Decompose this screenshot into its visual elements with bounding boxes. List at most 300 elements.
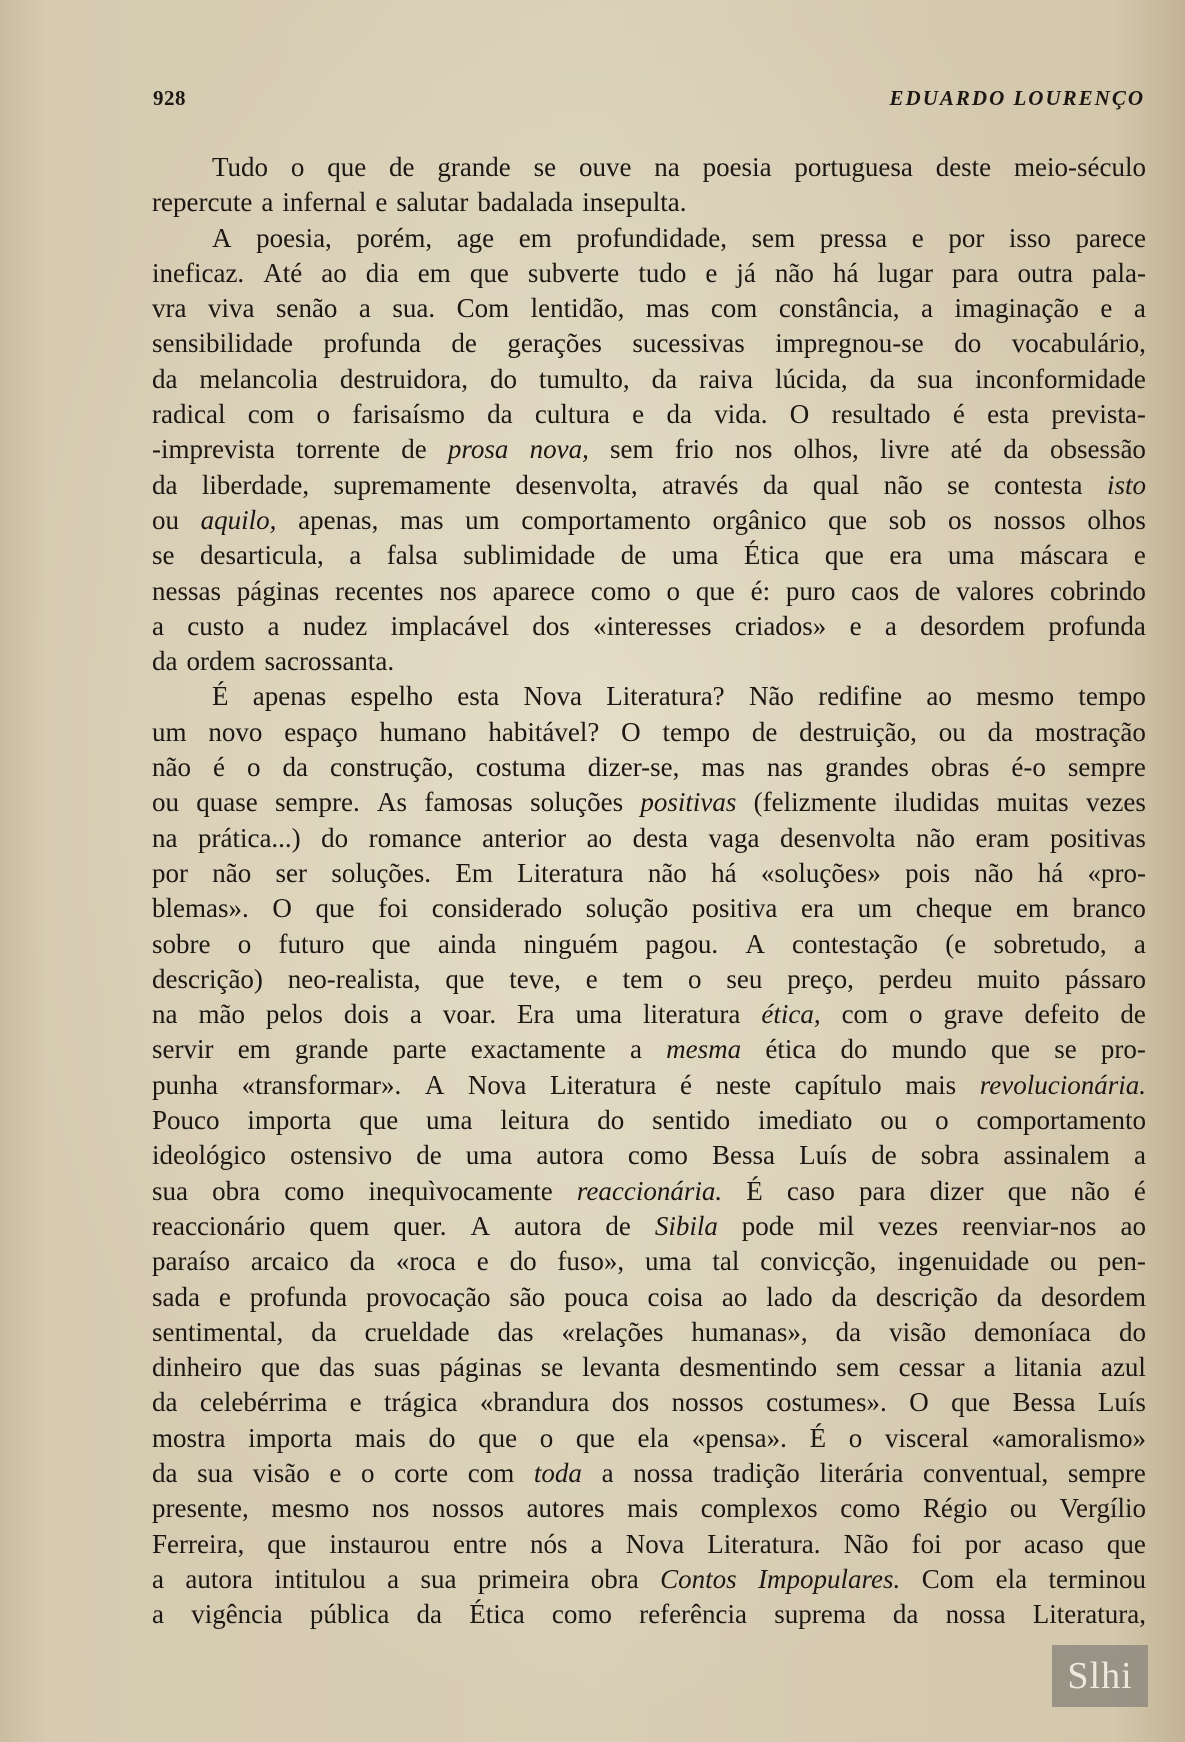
word: por: [964, 1528, 1001, 1559]
word: mesma: [666, 1034, 742, 1065]
word: e: [1100, 293, 1113, 324]
text-line: [152, 397, 1146, 432]
word: do: [428, 1422, 456, 1453]
word: mais: [627, 1493, 679, 1524]
text-line: [152, 1244, 1146, 1279]
word: grave: [943, 999, 1004, 1030]
word: e: [705, 257, 718, 288]
word: parece: [1075, 222, 1146, 253]
word: solução: [585, 893, 669, 924]
word: do: [840, 1034, 868, 1065]
word: aquilo,: [200, 504, 277, 535]
word: provocação: [366, 1281, 491, 1312]
word: da: [869, 363, 896, 394]
word: não: [1070, 1175, 1110, 1206]
word: cessar: [898, 1352, 965, 1383]
word: na: [654, 152, 680, 182]
word: age: [456, 222, 495, 253]
word: pública: [309, 1599, 390, 1630]
word: ser: [275, 857, 308, 888]
word: «relações: [561, 1316, 664, 1347]
word: que: [991, 1034, 1030, 1065]
word: a: [921, 293, 933, 324]
word: instaurou: [329, 1528, 430, 1559]
word: não: [152, 752, 191, 783]
text-line: [152, 785, 1146, 820]
word: da: [651, 363, 678, 394]
word: construção,: [330, 752, 454, 783]
word: supremamente: [333, 469, 491, 500]
word: grande: [294, 1034, 369, 1065]
word: capítulo: [794, 1069, 882, 1100]
word: reaccionário: [152, 1210, 286, 1241]
word: poesia: [702, 152, 772, 182]
word: desordem: [1041, 1281, 1146, 1312]
word: comportamento: [521, 504, 691, 535]
word: se: [540, 1352, 564, 1383]
word: Era: [517, 999, 555, 1030]
word: punha: [152, 1069, 218, 1100]
word: nudez: [302, 610, 368, 641]
word: para: [951, 257, 999, 288]
text-line: [152, 1350, 1146, 1385]
word: e: [375, 187, 388, 218]
word: a: [884, 610, 897, 641]
word: sempre: [1067, 752, 1146, 783]
word: cheque: [915, 893, 993, 924]
word: convicção,: [760, 1246, 877, 1277]
word: da: [666, 399, 692, 430]
word: da: [152, 1457, 178, 1488]
word: contesta: [994, 469, 1083, 500]
word: desenvolta: [780, 822, 896, 853]
word: farisaísmo: [352, 399, 465, 430]
word: de: [1120, 999, 1146, 1030]
word: imediato: [757, 1105, 853, 1136]
text-line: [152, 679, 1146, 714]
word: quase: [196, 787, 258, 818]
word: pala-: [1091, 257, 1146, 288]
word: servir: [152, 1034, 214, 1065]
word: primeira: [477, 1563, 570, 1594]
word: sem: [751, 222, 796, 253]
word: eram: [975, 822, 1030, 853]
text-line: [152, 256, 1146, 291]
word: em: [1015, 893, 1049, 924]
word: falsa: [386, 540, 438, 571]
word: a: [267, 610, 280, 641]
word: (felizmente: [753, 787, 877, 818]
word: é: [680, 1069, 692, 1100]
word: tempo: [662, 716, 730, 747]
word: ou: [1050, 1246, 1078, 1277]
word: a: [1133, 928, 1146, 959]
text-line: [152, 1103, 1146, 1138]
word: ainda: [437, 928, 497, 959]
word: pen-: [1097, 1246, 1146, 1277]
word: literatura: [642, 999, 741, 1030]
word: autora: [185, 1563, 253, 1594]
word: pode: [741, 1210, 795, 1241]
library-stamp-logo: [1052, 1645, 1148, 1707]
word: a: [1133, 293, 1146, 324]
word: ética: [765, 1034, 817, 1065]
word: e: [585, 963, 598, 994]
word: sensibilidade: [152, 328, 293, 359]
word: coisa: [647, 1281, 703, 1312]
word: sua: [152, 1175, 188, 1206]
text-line: [152, 1527, 1146, 1562]
word: imaginação: [954, 293, 1079, 324]
word: revolucionária.: [979, 1069, 1146, 1100]
word: é-o: [1011, 752, 1046, 783]
text-line: [152, 150, 1146, 185]
word: blemas».: [152, 893, 249, 924]
word: apenas: [252, 681, 327, 712]
text-line: [152, 1456, 1146, 1491]
word: inequìvocamente: [368, 1175, 553, 1206]
word: corte: [394, 1457, 449, 1488]
word: tal: [712, 1246, 740, 1277]
word: lugar: [877, 257, 933, 288]
word: raiva: [699, 363, 753, 394]
word: A: [470, 1210, 491, 1241]
word: espaço: [284, 716, 358, 747]
word: sob: [888, 504, 927, 535]
word: desordem: [920, 610, 1026, 641]
word: seu: [726, 963, 763, 994]
word: Tudo: [212, 152, 269, 182]
word: e: [329, 1457, 342, 1488]
word: defeito: [1024, 999, 1100, 1030]
word: e: [349, 1387, 362, 1418]
word: subverte: [527, 257, 620, 288]
text-line: [152, 1138, 1146, 1173]
word: ou: [152, 787, 179, 818]
word: A: [424, 1069, 445, 1100]
word: tem: [622, 963, 664, 994]
word: não: [774, 257, 814, 288]
word: sublimidade: [463, 540, 596, 571]
word: ineficaz.: [152, 257, 245, 288]
word: o: [247, 752, 261, 783]
word: pagou.: [645, 928, 719, 959]
word: da: [152, 1387, 178, 1418]
word: de: [451, 328, 477, 359]
word: da: [282, 752, 308, 783]
word: autora: [536, 1140, 604, 1171]
word: a: [409, 999, 422, 1030]
word: que: [327, 152, 367, 182]
word: a: [152, 610, 164, 641]
word: uma: [671, 540, 719, 571]
word: de: [401, 434, 427, 465]
word: mostração: [1034, 716, 1146, 747]
word: de: [605, 1210, 631, 1241]
word: que: [951, 1387, 991, 1418]
word: é: [952, 399, 965, 430]
word: esta: [987, 399, 1030, 430]
text-line: [152, 1032, 1146, 1067]
word: com: [841, 999, 889, 1030]
word: por: [152, 857, 188, 888]
word: poesia,: [256, 222, 332, 253]
word: o: [848, 1422, 863, 1453]
word: pássaro: [1064, 963, 1146, 994]
word: humano: [379, 716, 467, 747]
word: É: [809, 1422, 827, 1453]
word: ela: [995, 1563, 1028, 1594]
word: voar.: [442, 999, 497, 1030]
text-line: [152, 1597, 1146, 1632]
word: mas: [701, 752, 745, 783]
text-line: [152, 291, 1146, 326]
word: Régio: [922, 1493, 988, 1524]
word: aparece: [492, 575, 575, 606]
text-line: [152, 1385, 1146, 1420]
word: recentes: [335, 575, 424, 606]
word: paraíso: [152, 1246, 230, 1277]
word: comportamento: [976, 1105, 1146, 1136]
word: reenviar-nos: [962, 1210, 1097, 1241]
word: é: [1133, 1175, 1146, 1206]
word: azul: [1100, 1352, 1146, 1383]
word: Vergílio: [1059, 1493, 1146, 1524]
text-line: [152, 362, 1146, 397]
word: a: [152, 1563, 164, 1594]
word: que: [315, 893, 355, 924]
word: importa: [248, 1422, 333, 1453]
word: leitura: [500, 1105, 570, 1136]
word: na: [152, 999, 178, 1030]
word: valores: [956, 575, 1035, 606]
word: costumes».: [766, 1387, 887, 1418]
word: O: [909, 1387, 929, 1418]
word: As: [377, 787, 408, 818]
word: Literatura?: [606, 681, 725, 712]
word: da: [487, 399, 513, 430]
word: desta: [632, 822, 689, 853]
word: que: [575, 1422, 615, 1453]
word: ou: [1009, 1493, 1037, 1524]
word: já: [736, 257, 756, 288]
text-line: [152, 1068, 1146, 1103]
text-line: [152, 538, 1146, 573]
word: importa: [247, 1105, 332, 1136]
word: frio: [674, 434, 714, 465]
word: assinalem: [1003, 1140, 1110, 1171]
stamp-text: Slhi: [1067, 1655, 1133, 1697]
word: é: [213, 752, 225, 783]
word: obras: [930, 752, 990, 783]
word: liberdade,: [201, 469, 310, 500]
word: nessas: [152, 575, 221, 606]
word: mão: [198, 999, 245, 1030]
word: uma: [645, 1246, 692, 1277]
word: «brandura: [479, 1387, 590, 1418]
word: Literatura: [549, 1069, 657, 1100]
word: destruidora,: [339, 363, 469, 394]
text-line: [152, 1315, 1146, 1350]
word: com: [247, 399, 295, 430]
word: a: [983, 1352, 996, 1383]
word: do: [321, 822, 349, 853]
text-line: [152, 609, 1146, 644]
word: desmentindo: [679, 1352, 818, 1383]
word: que: [359, 1105, 399, 1136]
word: para: [859, 1175, 906, 1206]
word: novo: [208, 716, 263, 747]
word: apenas,: [298, 504, 379, 535]
word: porém,: [356, 222, 433, 253]
word: teve,: [509, 963, 561, 994]
word: sem: [610, 434, 654, 465]
word: ou: [152, 504, 179, 535]
word: dos: [611, 1387, 650, 1418]
word: criados»: [734, 610, 827, 641]
word: a: [387, 1563, 400, 1594]
word: sentido: [652, 1105, 731, 1136]
word: caso: [786, 1175, 835, 1206]
word: nossos: [671, 1387, 744, 1418]
word: positivas: [640, 787, 737, 818]
word: ostensivo: [290, 1140, 393, 1171]
word: de: [751, 716, 778, 747]
word: isso: [1008, 222, 1051, 253]
word: nossos: [431, 1493, 504, 1524]
word: como: [590, 575, 651, 606]
word: ao: [926, 681, 952, 712]
word: É: [746, 1175, 763, 1206]
word: vigência: [191, 1599, 283, 1630]
word: Literatura,: [1032, 1599, 1146, 1630]
word: neste: [715, 1069, 772, 1100]
word: da: [1003, 434, 1029, 465]
word: que: [824, 540, 864, 571]
word: de: [620, 540, 647, 571]
word: que: [260, 1352, 300, 1383]
word: que: [1007, 1175, 1047, 1206]
text-line: [152, 185, 1146, 220]
word: nos: [371, 1493, 410, 1524]
word: desarticula,: [200, 540, 324, 571]
word: vra: [152, 293, 187, 324]
word: mostra: [152, 1422, 226, 1453]
word: «pro-: [1087, 857, 1146, 888]
word: referência: [639, 1599, 748, 1630]
word: «roca: [395, 1246, 456, 1277]
word: sucessivas: [632, 328, 745, 359]
word: até: [950, 434, 983, 465]
word: lúcida,: [774, 363, 848, 394]
word: vezes: [1085, 787, 1146, 818]
word: salutar: [396, 187, 469, 218]
word: com: [467, 1457, 515, 1488]
word: a: [152, 1599, 164, 1630]
word: foi: [911, 1528, 942, 1559]
word: redifine: [818, 681, 903, 712]
word: sada: [152, 1281, 200, 1312]
word: ela: [637, 1422, 670, 1453]
word: custo: [187, 610, 245, 641]
word: livre: [879, 434, 930, 465]
word: profundidade,: [576, 222, 728, 253]
word: Até: [263, 257, 303, 288]
word: Ética: [469, 1599, 525, 1630]
word: vaga: [708, 822, 760, 853]
word: anterior: [482, 822, 567, 853]
word: «pensa».: [691, 1422, 787, 1453]
word: vocabulário,: [1011, 328, 1146, 359]
word: não: [212, 857, 252, 888]
word: do: [1118, 1316, 1146, 1347]
word: de: [871, 1140, 897, 1171]
word: habitável?: [488, 716, 600, 747]
word: mas: [400, 504, 444, 535]
word: perdeu: [878, 963, 953, 994]
text-line: [152, 468, 1146, 503]
word: ao: [1120, 1210, 1146, 1241]
word: uma: [947, 540, 995, 571]
word: ideológico: [152, 1140, 266, 1171]
word: Bessa: [712, 1140, 776, 1171]
word: Bessa: [1012, 1387, 1076, 1418]
word: grande: [437, 152, 511, 182]
word: deste: [935, 152, 992, 182]
word: o: [290, 152, 305, 182]
text-line: [152, 644, 1146, 679]
word: não: [974, 857, 1014, 888]
word: resultado: [831, 399, 931, 430]
word: que: [1106, 1528, 1146, 1559]
word: dois: [343, 999, 389, 1030]
word: O: [621, 716, 641, 747]
word: páginas: [439, 1352, 522, 1383]
text-line: [152, 503, 1146, 538]
word: ordem: [186, 646, 256, 677]
word: meio-século: [1014, 152, 1146, 182]
word: do: [597, 1105, 625, 1136]
word: dos: [532, 610, 570, 641]
word: descrição: [875, 1281, 978, 1312]
word: do: [509, 1246, 537, 1277]
word: sem: [836, 1352, 880, 1383]
word: o: [666, 575, 681, 606]
word: olhos: [1087, 504, 1146, 535]
word: suas: [373, 1352, 421, 1383]
word: nas: [766, 752, 803, 783]
text-line: [152, 432, 1146, 467]
word: profunda: [1048, 610, 1146, 641]
word: «soluções»: [760, 857, 881, 888]
word: litania: [1014, 1352, 1082, 1383]
word: sobre: [152, 928, 211, 959]
word: da: [311, 1316, 337, 1347]
word: são: [509, 1281, 546, 1312]
word: famosas: [424, 787, 513, 818]
word: futuro: [278, 928, 345, 959]
word: toda: [533, 1457, 582, 1488]
page-number: 928: [153, 86, 186, 110]
word: complexos: [700, 1493, 818, 1524]
word: há: [711, 857, 737, 888]
word: prevista-: [1051, 399, 1146, 430]
word: os: [947, 504, 972, 535]
text-line: [152, 821, 1146, 856]
word: autora: [513, 1210, 582, 1241]
word: através: [662, 469, 739, 500]
word: ética,: [761, 999, 821, 1030]
